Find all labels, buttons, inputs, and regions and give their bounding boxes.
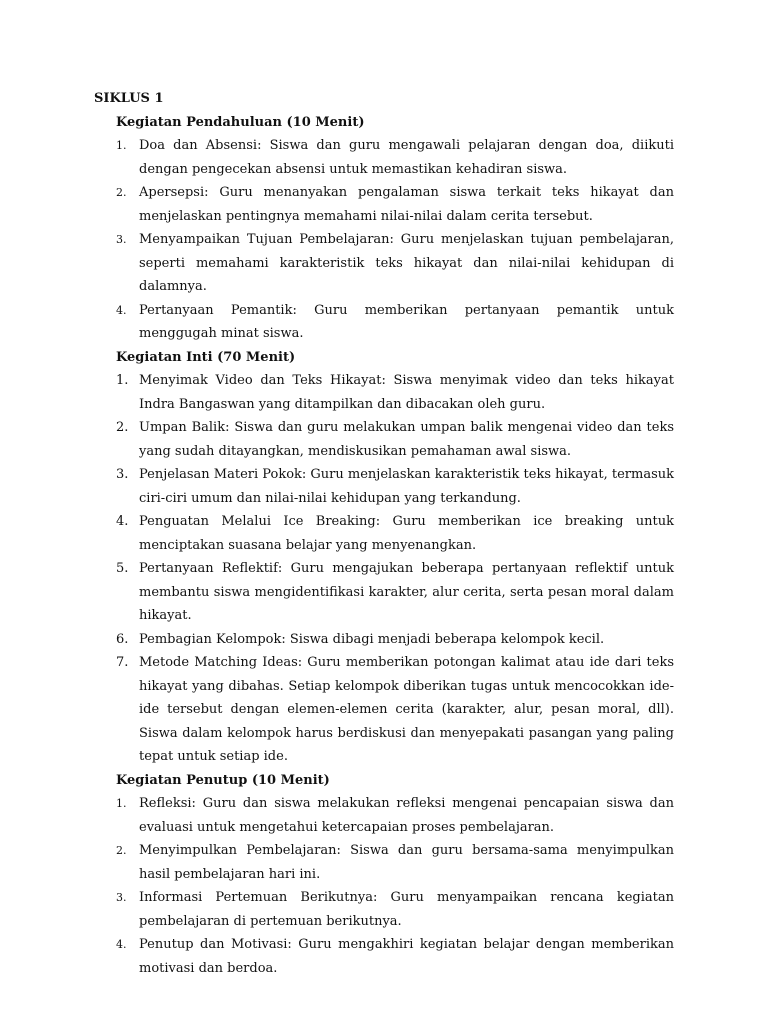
item-text: Penjelasan Materi Pokok: Guru menjelaskan karakteristik teks hikayat, termasuk ciri-ciri umum dan nilai-nilai kehidupan yang terkandung. xyxy=(139,467,675,506)
item-text: Menyimpulkan Pembelajaran: Siswa dan guru bersama-sama menyimpulkan hasil pembelajaran hari ini. xyxy=(139,843,674,882)
list-item xyxy=(94,933,674,980)
list-item xyxy=(94,181,674,228)
item-number: 4. xyxy=(116,514,129,529)
item-text: Umpan Balik: Siswa dan guru melakukan umpan balik mengenai video dan teks yang sudah ditayangkan, mendiskusikan pemahaman awal siswa. xyxy=(139,420,674,459)
list-item xyxy=(94,839,674,886)
section-title-penutup: Kegiatan Penutup (10 Menit) xyxy=(116,772,330,788)
list-item xyxy=(94,369,674,416)
list-item xyxy=(94,228,674,299)
list-item xyxy=(94,134,674,181)
item-text: Menyampaikan Tujuan Pembelajaran: Guru menjelaskan tujuan pembelajaran, seperti memahami karakteristik teks hikayat dan nilai-nilai kehidupan di dalamnya. xyxy=(139,232,674,294)
item-number: 3. xyxy=(116,891,127,904)
item-text: Doa dan Absensi: Siswa dan guru mengawali pelajaran dengan doa, diikuti dengan pengecekan absensi untuk memastikan kehadiran siswa. xyxy=(139,138,674,177)
item-text: Penguatan Melalui Ice Breaking: Guru memberikan ice breaking untuk menciptakan suasana belajar yang menyenangkan. xyxy=(139,514,674,553)
item-number: 2. xyxy=(116,420,129,435)
item-text: Refleksi: Guru dan siswa melakukan refleksi mengenai pencapaian siswa dan evaluasi untuk mengetahui ketercapaian proses pembelajaran. xyxy=(139,796,674,835)
item-number: 1. xyxy=(116,373,129,388)
document-title: SIKLUS 1 xyxy=(94,91,164,106)
item-text: Pembagian Kelompok: Siswa dibagi menjadi beberapa kelompok kecil. xyxy=(139,631,605,647)
item-number: 3. xyxy=(116,467,129,482)
list-inti xyxy=(94,369,674,769)
list-item xyxy=(94,416,674,463)
section-title-pendahuluan: Kegiatan Pendahuluan (10 Menit) xyxy=(116,114,365,130)
item-text: Informasi Pertemuan Berikutnya: Guru menyampaikan rencana kegiatan pembelajaran di pertemuan berikutnya. xyxy=(139,890,674,929)
item-number: 1. xyxy=(116,139,127,152)
document-content xyxy=(94,87,674,980)
list-item xyxy=(94,299,674,346)
item-number: 4. xyxy=(116,938,127,951)
item-text: Pertanyaan Pemantik: Guru memberikan pertanyaan pemantik untuk menggugah minat siswa. xyxy=(139,302,674,341)
item-text: Apersepsi: Guru menanyakan pengalaman siswa terkait teks hikayat dan menjelaskan pentingnya memahami nilai-nilai dalam cerita tersebut. xyxy=(139,185,674,224)
list-item xyxy=(94,510,674,557)
list-item xyxy=(94,463,674,510)
list-item xyxy=(94,557,674,628)
item-number: 4. xyxy=(116,303,127,317)
item-number: 1. xyxy=(116,797,127,810)
item-number: 7. xyxy=(116,655,129,670)
item-number: 5. xyxy=(116,561,129,576)
item-number: 6. xyxy=(116,631,129,647)
item-text: Menyimak Video dan Teks Hikayat: Siswa menyimak video dan teks hikayat Indra Bangaswan yang ditampilkan dan dibacakan oleh guru. xyxy=(139,373,674,412)
item-number: 2. xyxy=(116,844,127,857)
item-number: 3. xyxy=(116,233,127,246)
section-title-inti: Kegiatan Inti (70 Menit) xyxy=(116,349,296,365)
list-penutup xyxy=(94,792,674,980)
item-text: Pertanyaan Reflektif: Guru mengajukan beberapa pertanyaan reflektif untuk membantu siswa mengidentifikasi karakter, alur cerita, serta pesan moral dalam hikayat. xyxy=(139,561,674,623)
list-item xyxy=(94,886,674,933)
list-pendahuluan xyxy=(94,134,674,346)
item-text: Metode Matching Ideas: Guru memberikan potongan kalimat atau ide dari teks hikayat yang dibahas. Setiap kelompok diberikan tugas untuk mencocokkan ide-ide tersebut dengan elemen-elemen cerita (karakter, alur, pesan moral, dll). Siswa dalam kelompok harus berdiskusi dan menyepakati pasangan yang paling tepat untuk setiap ide. xyxy=(139,655,674,764)
list-item xyxy=(94,628,674,652)
item-number: 2. xyxy=(116,186,127,199)
item-text: Penutup dan Motivasi: Guru mengakhiri kegiatan belajar dengan memberikan motivasi dan berdoa. xyxy=(139,937,674,976)
list-item xyxy=(94,792,674,839)
list-item xyxy=(94,651,674,769)
